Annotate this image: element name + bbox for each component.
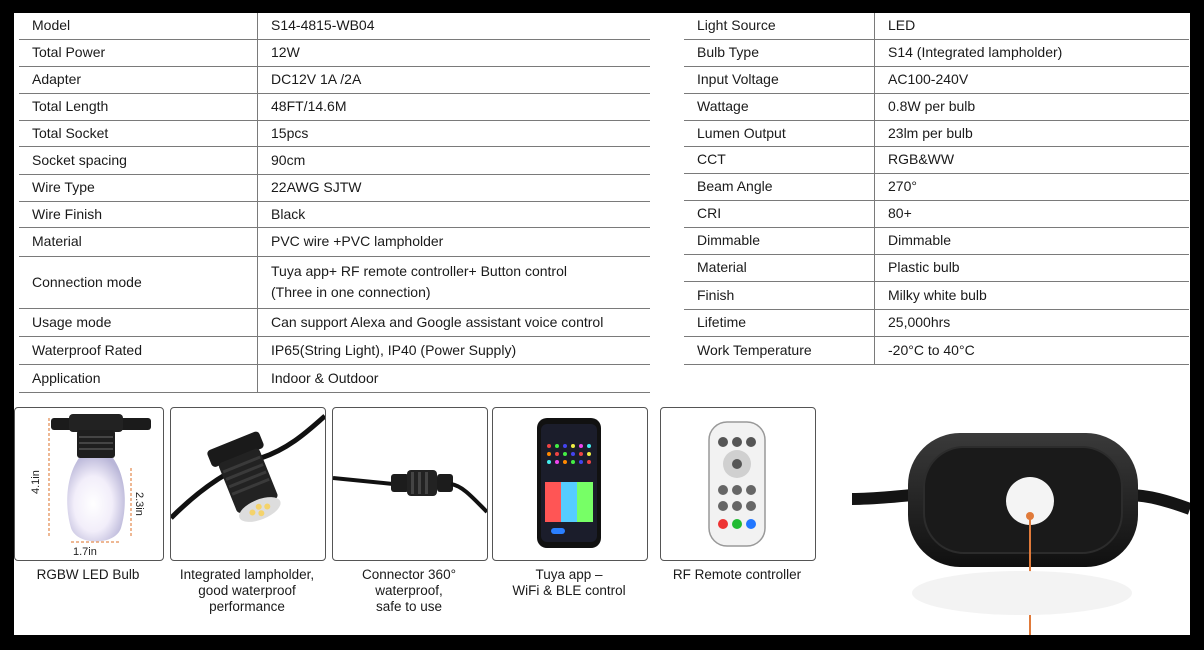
- spec-label: Work Temperature: [684, 336, 875, 364]
- product-spec-sheet: [14, 13, 1190, 635]
- spec-value: PVC wire +PVC lampholder: [258, 227, 651, 256]
- spec-label: Total Socket: [19, 120, 258, 146]
- table-row: [684, 173, 1189, 200]
- spec-value: 25,000hrs: [875, 309, 1190, 336]
- table-row: [19, 93, 650, 120]
- feature-connector-image: [332, 407, 488, 561]
- spec-label: Usage mode: [19, 308, 258, 336]
- spec-label: Application: [19, 364, 258, 392]
- spec-value: Milky white bulb: [875, 281, 1190, 309]
- spec-value: IP65(String Light), IP40 (Power Supply): [258, 336, 651, 364]
- spec-value: Indoor & Outdoor: [258, 364, 651, 392]
- feature-caption: Integrated lampholder, good waterproof performance: [179, 567, 315, 614]
- spec-label: Lifetime: [684, 309, 875, 336]
- feature-phone-image: [492, 407, 648, 561]
- table-row: [684, 227, 1189, 254]
- spec-label: Total Length: [19, 93, 258, 120]
- table-row: [684, 336, 1189, 364]
- spec-value: LED: [875, 13, 1190, 39]
- spec-value: 12W: [258, 39, 651, 66]
- spec-label: Wattage: [684, 93, 875, 120]
- spec-label: Finish: [684, 281, 875, 309]
- spec-label: Wire Type: [19, 174, 258, 201]
- table-row: [19, 66, 650, 93]
- table-row: [684, 254, 1189, 281]
- remote-icon: [661, 408, 815, 560]
- spec-value: 90cm: [258, 146, 651, 174]
- table-row: [19, 174, 650, 201]
- spec-value: 0.8W per bulb: [875, 93, 1190, 120]
- spec-label: Material: [684, 254, 875, 281]
- spec-label: Socket spacing: [19, 146, 258, 174]
- lampholder-icon: [171, 408, 325, 560]
- table-row: [684, 309, 1189, 336]
- bulb-body-label: 2.3in: [133, 492, 145, 516]
- table-row: [19, 256, 650, 308]
- spec-value: 15pcs: [258, 120, 651, 146]
- table-row: [19, 120, 650, 146]
- spec-label: Total Power: [19, 39, 258, 66]
- spec-table-right: [684, 13, 1189, 365]
- table-row: [19, 364, 650, 392]
- spec-value: RGB&WW: [875, 146, 1190, 173]
- spec-value: 80+: [875, 200, 1190, 227]
- feature-remote-image: [660, 407, 816, 561]
- spec-label: Adapter: [19, 66, 258, 93]
- bulb-icon: [15, 408, 163, 560]
- spec-label: Waterproof Rated: [19, 336, 258, 364]
- spec-label: Beam Angle: [684, 173, 875, 200]
- feature-caption: Tuya app – WiFi & BLE control: [512, 567, 626, 598]
- spec-label: CRI: [684, 200, 875, 227]
- spec-value: -20°C to 40°C: [875, 336, 1190, 364]
- table-row: [19, 13, 650, 39]
- feature-caption: Connector 360° waterproof, safe to use: [362, 567, 456, 614]
- spec-label: Input Voltage: [684, 66, 875, 93]
- spec-label: Connection mode: [19, 256, 258, 308]
- spec-label: Material: [19, 227, 258, 256]
- table-row: [684, 281, 1189, 309]
- feature-bulb-image: [14, 407, 164, 561]
- spec-label: Light Source: [684, 13, 875, 39]
- spec-value: Can support Alexa and Google assistant voice control: [258, 308, 651, 336]
- spec-value: 23lm per bulb: [875, 120, 1190, 146]
- spec-value: S14 (Integrated lampholder): [875, 39, 1190, 66]
- spec-value: AC100-240V: [875, 66, 1190, 93]
- spec-value: DC12V 1A /2A: [258, 66, 651, 93]
- spec-value: Plastic bulb: [875, 254, 1190, 281]
- feature-caption: RGBW LED Bulb: [36, 567, 140, 582]
- spec-value: Black: [258, 201, 651, 227]
- table-row: [684, 13, 1189, 39]
- spec-value: S14-4815-WB04: [258, 13, 651, 39]
- spec-value: 22AWG SJTW: [258, 174, 651, 201]
- bulb-width-label: 1.7in: [73, 546, 97, 558]
- feature-lampholder-image: [170, 407, 326, 561]
- table-row: [684, 200, 1189, 227]
- table-row: [19, 227, 650, 256]
- spec-value: Dimmable: [875, 227, 1190, 254]
- spec-value: Tuya app+ RF remote controller+ Button control (Three in one connection): [258, 256, 651, 308]
- spec-table-left: [19, 13, 650, 393]
- table-row: [19, 201, 650, 227]
- connector-icon: [333, 408, 487, 560]
- table-row: [684, 93, 1189, 120]
- spec-label: CCT: [684, 146, 875, 173]
- table-row: [684, 120, 1189, 146]
- table-row: [19, 308, 650, 336]
- bulb-height-label: 4.1in: [30, 470, 42, 494]
- feature-caption: RF Remote controller: [672, 567, 802, 582]
- table-row: [684, 146, 1189, 173]
- spec-value: 270°: [875, 173, 1190, 200]
- spec-label: Dimmable: [684, 227, 875, 254]
- spec-label: Wire Finish: [19, 201, 258, 227]
- table-row: [19, 39, 650, 66]
- spec-label: Lumen Output: [684, 120, 875, 146]
- control-box-image: [852, 413, 1190, 635]
- table-row: [19, 336, 650, 364]
- table-row: [19, 146, 650, 174]
- spec-label: Bulb Type: [684, 39, 875, 66]
- table-row: [684, 39, 1189, 66]
- spec-value: 48FT/14.6M: [258, 93, 651, 120]
- table-row: [684, 66, 1189, 93]
- spec-label: Model: [19, 13, 258, 39]
- phone-app-icon: [493, 408, 647, 560]
